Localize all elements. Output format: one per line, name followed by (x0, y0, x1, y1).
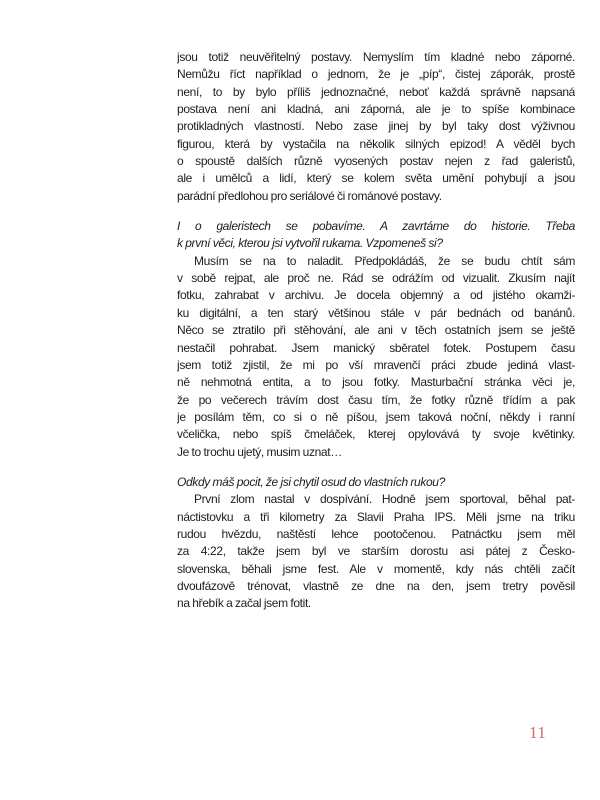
text-line: protikladných vlastností. Nebo zase jinej by byl taky dost výživnou (177, 119, 575, 134)
text-line: I o galeristech se pobavíme. A zavrtáme do historie. Třeba (177, 219, 575, 234)
text-line: na hřebík a začal jsem fotit. (177, 596, 311, 611)
text-line: Něco se ztratilo při stěhování, ale ani v těch ostatních jsem se ještě (177, 323, 575, 338)
text-line: že po večerech trávím dost času tím, že fotky různě třídím a pak (177, 392, 575, 407)
text-line: není, to by bylo příliš jednoznačné, neboť každá správně napsaná (177, 84, 575, 99)
text-line: včelička, nebo spíš čmeláček, kterej opylovává ty svoje květinky. (177, 427, 575, 442)
text-line: fotku, zahrabat v archivu. Je docela objemný a od jistého okamži- (177, 288, 575, 303)
text-line: za 4:22, takže jsem byl ve starším dorostu asi pátej z Česko- (177, 544, 575, 559)
text-line: v sobě rejpat, ale proč ne. Rád se odrážím od vizualit. Zkusím najít (177, 271, 575, 286)
text-line: jsem totiž zjistil, že mi po vší mravenčí práci zbude jediná vlast- (177, 357, 575, 372)
text-line: ku digitální, a ten starý většinou stále v pár bednách od banánů. (177, 305, 575, 320)
text-line: rudou hvězdu, naštěstí lehce pootočenou. Patnáctku jsem měl (177, 526, 575, 541)
text-line: k první věci, kterou jsi vytvořil rukama. Vzpomeneš si? (177, 236, 443, 251)
paragraph-answer (177, 253, 575, 461)
text-line: náctistovku a tři kilometry za Slavii Praha IPS. Měli jsme na triku (177, 509, 575, 524)
text-line: nestačil pohrabat. Jsem manický sběratel fotek. Postupem času (177, 340, 575, 355)
text-line: o spoustě dalších různě vyosených postav nejen z řad galeristů, (177, 154, 575, 169)
paragraph-question (177, 474, 575, 491)
text-line: postava není ani kladná, ani záporná, ale je to spíše kombinace (177, 102, 575, 117)
text-line: parádní předlohou pro seriálové či románové postavy. (177, 188, 442, 203)
paragraph-question (177, 218, 575, 253)
text-line: jsou totiž neuvěřitelný postavy. Nemyslím tím kladné nebo záporné. (177, 50, 575, 64)
text-line: dvoufázově trénovat, vlastně ze dne na den, jsem tretry pověsil (177, 578, 575, 593)
page-number: 11 (529, 723, 547, 742)
text-line: Odkdy máš pocit, že jsi chytil osud do vlastních rukou? (177, 474, 445, 489)
text-line: První zlom nastal v dospívání. Hodně jsem sportoval, běhal pat- (194, 492, 575, 507)
text-line: figurou, která by vystačila na několik silných epizod! A věděl bych (177, 136, 575, 151)
text-line: je posílám těm, co si o ně píšou, jsem taková noční, někdy i ranní (177, 409, 575, 424)
text-line: Je to trochu ujetý, musim uznat… (177, 444, 342, 459)
text-line: ně nehmotná entita, a to jsou fotky. Masturbační stránka věci je, (177, 375, 575, 390)
text-line: slovenska, běhali jsme fest. Ale v momentě, kdy nás chtěli začít (177, 561, 575, 576)
paragraph-answer (177, 491, 575, 612)
paragraph-answer (177, 49, 575, 205)
text-line: Nemůžu říct například o jednom, že je „píp“, čistej záporák, prostě (177, 67, 575, 82)
text-column (177, 49, 575, 613)
text-line: ale i umělců a lidí, který se kolem světa umění pohybují a jsou (177, 171, 575, 186)
text-line: Musím se na to naladit. Předpokládáš, že se budu chtít sám (194, 253, 575, 268)
